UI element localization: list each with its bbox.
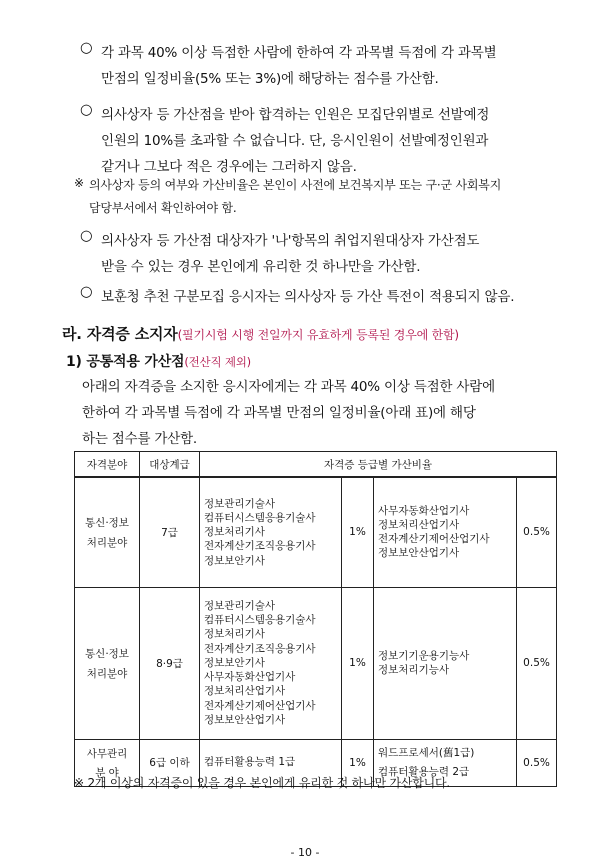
subsection-note: (전산직 제외) [184, 355, 251, 369]
bullet-line: 인원의 10%를 초과할 수 없습니다. 단, 응시인원이 선발예정인원과 [101, 133, 489, 149]
section-paragraph: 한하여 각 과목별 득점에 각 과목별 만점의 일정비율(아래 표)에 해당 [82, 405, 476, 421]
table-row [75, 477, 557, 587]
section-title: 라. 자격증 소지자 [62, 325, 178, 343]
rate-secondary: 0.5% [517, 587, 557, 739]
note-symbol: ※ [74, 176, 84, 190]
grade-cell: 8·9급 [140, 587, 200, 739]
subsection-title: 1) 공통적용 가산점 [66, 354, 185, 370]
section-title-note: (필기시험 시행 전일까지 유효하게 등록된 경우에 한함) [177, 328, 459, 342]
bullet-symbol: ○ [80, 102, 93, 118]
cert-list-secondary: 워드프로세서(舊1급) 컴퓨터활용능력 2급 [374, 739, 517, 786]
bullet-line: 의사상자 등 가산점 대상자가 '나'항목의 취업지원대상자 가산점도 [101, 233, 480, 249]
cert-list-secondary: 사무자동화산업기사 정보처리산업기사 전자계산기제어산업기사 정보보안산업기사 [374, 477, 517, 587]
rate-secondary: 0.5% [517, 739, 557, 786]
field-cell: 통신·정보 처리분야 [75, 587, 140, 739]
header-field: 자격분야 [75, 452, 140, 478]
table-note: ※ 2개 이상의 자격증이 있을 경우 본인에게 유리한 것 하나만 가산합니다. [74, 776, 451, 790]
field-cell: 사무관리 분 야 [75, 739, 140, 786]
bullet-line: 같거나 그보다 적은 경우에는 그러하지 않음. [101, 159, 357, 175]
header-grade: 대상계급 [140, 452, 200, 478]
note-line: 의사상자 등의 여부와 가산비율은 본인이 사전에 보건복지부 또는 구·군 사회복지 [89, 178, 502, 192]
bullet-symbol: ○ [80, 284, 93, 300]
table-header-row [75, 452, 557, 478]
field-cell: 통신·정보 처리분야 [75, 477, 140, 587]
rate-primary: 1% [342, 739, 374, 786]
table-row [75, 587, 557, 739]
bullet-line: 받을 수 있는 경우 본인에게 유리한 것 하나만을 가산함. [101, 259, 421, 275]
bullet-line: 의사상자 등 가산점을 받아 합격하는 인원은 모집단위별로 선발예정 [101, 107, 490, 123]
cert-list-primary: 정보관리기술사 컴퓨터시스템응용기술사 정보처리기사 전자계산기조직응용기사 정보보안기사 [200, 477, 342, 587]
rate-primary: 1% [342, 477, 374, 587]
rate-primary: 1% [342, 587, 374, 739]
bullet-symbol: ○ [80, 40, 93, 56]
subsection-heading [66, 351, 251, 371]
page-number: - 10 - [290, 846, 320, 859]
cert-list-primary: 컴퓨터활용능력 1급 [200, 739, 342, 786]
bullet-line: 만점의 일정비율(5% 또는 3%)에 해당하는 점수를 가산함. [101, 71, 439, 87]
grade-cell: 6급 이하 [140, 739, 200, 786]
bullet-line: 보훈청 추천 구분모집 응시자는 의사상자 등 가산 특전이 적용되지 않음. [101, 289, 515, 305]
section-heading [62, 323, 459, 344]
bullet-line: 각 과목 40% 이상 득점한 사람에 한하여 각 과목별 득점에 각 과목별 [101, 45, 497, 61]
grade-cell: 7급 [140, 477, 200, 587]
header-ratio: 자격증 등급별 가산비율 [200, 452, 557, 478]
qualification-table [74, 451, 557, 787]
rate-secondary: 0.5% [517, 477, 557, 587]
bullet-symbol: ○ [80, 228, 93, 244]
note-line: 담당부서에서 확인하여야 함. [89, 201, 237, 215]
cert-list-secondary: 정보기기운용기능사 정보처리기능사 [374, 587, 517, 739]
section-paragraph: 하는 점수를 가산함. [82, 431, 198, 447]
cert-list-primary: 정보관리기술사 컴퓨터시스템응용기술사 정보처리기사 전자계산기조직응용기사 정보보안기사 사무자동화산업기사 정보처리산업기사 전자계산기제어산업기사 정보보안산업기사 [200, 587, 342, 739]
section-paragraph: 아래의 자격증을 소지한 응시자에게는 각 과목 40% 이상 득점한 사람에 [82, 379, 495, 395]
